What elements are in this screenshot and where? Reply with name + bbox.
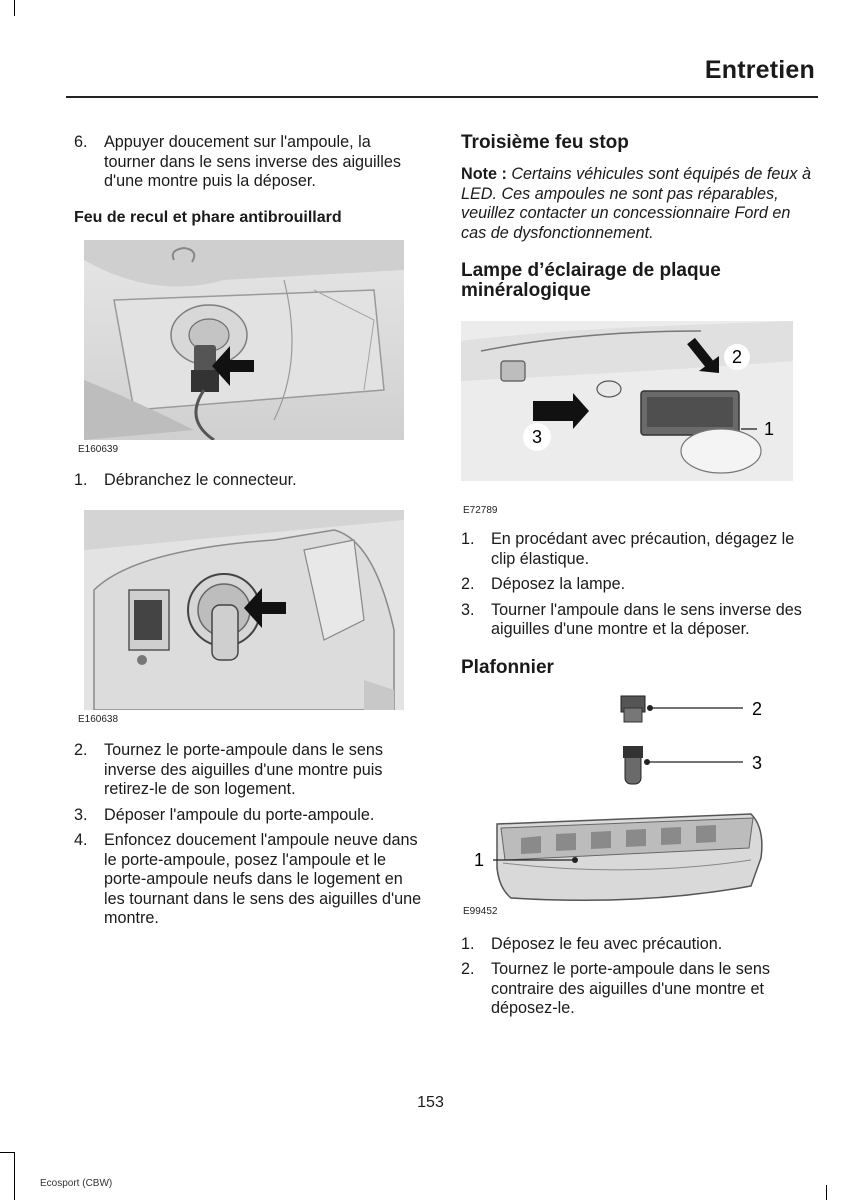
figure-code: E99452: [463, 905, 498, 917]
dome-lamp-illustration: [461, 688, 793, 910]
figure-connector: [74, 240, 426, 455]
right-column: [461, 133, 817, 1019]
callout-1: 1: [473, 849, 485, 870]
list-item: [74, 741, 426, 800]
step-number: 2.: [74, 741, 88, 759]
left-column: [74, 133, 426, 929]
list-item: [74, 806, 426, 826]
callout-2: 2: [731, 347, 743, 367]
callout-3: 3: [531, 427, 543, 447]
step-number: 2.: [461, 575, 475, 593]
list-item: [74, 471, 426, 491]
crop-mark-bottom-right: [826, 1185, 827, 1200]
note-text: Certains véhicules sont équipés de feux à LED. Ces ampoules ne sont pas réparables, veuillez contacter un concessionnaire Ford en cas de dysfonctionnement.: [461, 165, 812, 242]
section-title-dome-lamp: Plafonnier: [461, 656, 554, 678]
footer-model: Ecosport (CBW): [40, 1178, 113, 1189]
list-item: [461, 575, 817, 595]
figure-bulb-holder: [74, 510, 426, 725]
callout-1: 1: [763, 419, 775, 439]
steps-list: [461, 935, 817, 1019]
step-text: En procédant avec précaution, dégagez le clip élastique.: [491, 530, 795, 568]
list-item: [74, 133, 426, 192]
list-item: [461, 960, 817, 1019]
header-divider: [66, 96, 818, 98]
step-text: Appuyer doucement sur l'ampoule, la tourner dans le sens inverse des aiguilles d'une montre puis la déposer.: [104, 133, 401, 190]
list-item: [74, 831, 426, 929]
page-number: 153: [417, 1094, 444, 1111]
connector-illustration: [74, 240, 404, 440]
figure-code: E160638: [78, 714, 119, 725]
list-item: [461, 530, 817, 569]
callout-3: 3: [751, 752, 763, 773]
crop-mark-bottom-left-h: [0, 1152, 14, 1153]
steps-list: [74, 741, 426, 929]
crop-mark-bottom-left-v: [14, 1152, 15, 1200]
callout-2: 2: [751, 698, 763, 719]
note-label: Note :: [461, 165, 507, 183]
subheading-reverse-fog: Feu de recul et phare antibrouillard: [74, 208, 342, 226]
section-title-license-plate-lamp: Lampe d’éclairage de plaque minéralogique: [461, 260, 721, 301]
step-number: 6.: [74, 133, 88, 151]
list-item: [461, 601, 817, 640]
step-text: Tournez le porte-ampoule dans le sens inverse des aiguilles d'une montre puis retirez-le de son logement.: [104, 741, 383, 798]
step-text: Débranchez le connecteur.: [104, 470, 297, 489]
step-number: 2.: [461, 960, 475, 978]
step-number: 3.: [74, 805, 88, 824]
step-text: Déposer l'ampoule du porte-ampoule.: [104, 805, 375, 824]
list-item: [461, 935, 817, 955]
step-text: Enfoncez doucement l'ampoule neuve dans le porte-ampoule, posez l'ampoule et le porte-ampoule neufs dans le logement en les tournant dans le sens des aiguilles d'une montre.: [104, 831, 422, 927]
license-lamp-illustration: [461, 321, 793, 481]
figure-license-lamp: [461, 321, 817, 516]
step-number: 1.: [461, 934, 475, 953]
page-title: Entretien: [704, 56, 815, 84]
step-text: Déposez le feu avec précaution.: [491, 934, 723, 953]
section-title-third-brake-lamp: Troisième feu stop: [461, 132, 629, 153]
figure-code: E160639: [78, 443, 119, 455]
step-number: 1.: [74, 470, 88, 489]
step-text: Déposez la lampe.: [491, 575, 626, 593]
note: [461, 165, 817, 243]
steps-list: [461, 530, 817, 640]
figure-code: E72789: [463, 505, 498, 516]
crop-mark-top-left: [14, 0, 15, 16]
step-text: Tourner l'ampoule dans le sens inverse des aiguilles d'une montre et la déposer.: [491, 600, 802, 638]
step-number: 4.: [74, 831, 88, 849]
step-number: 3.: [461, 600, 475, 619]
bulb-holder-illustration: [74, 510, 404, 710]
figure-dome-lamp: [461, 688, 817, 917]
step-text: Tournez le porte-ampoule dans le sens contraire des aiguilles d'une montre et déposez-le.: [491, 960, 770, 1017]
step-number: 1.: [461, 530, 475, 548]
